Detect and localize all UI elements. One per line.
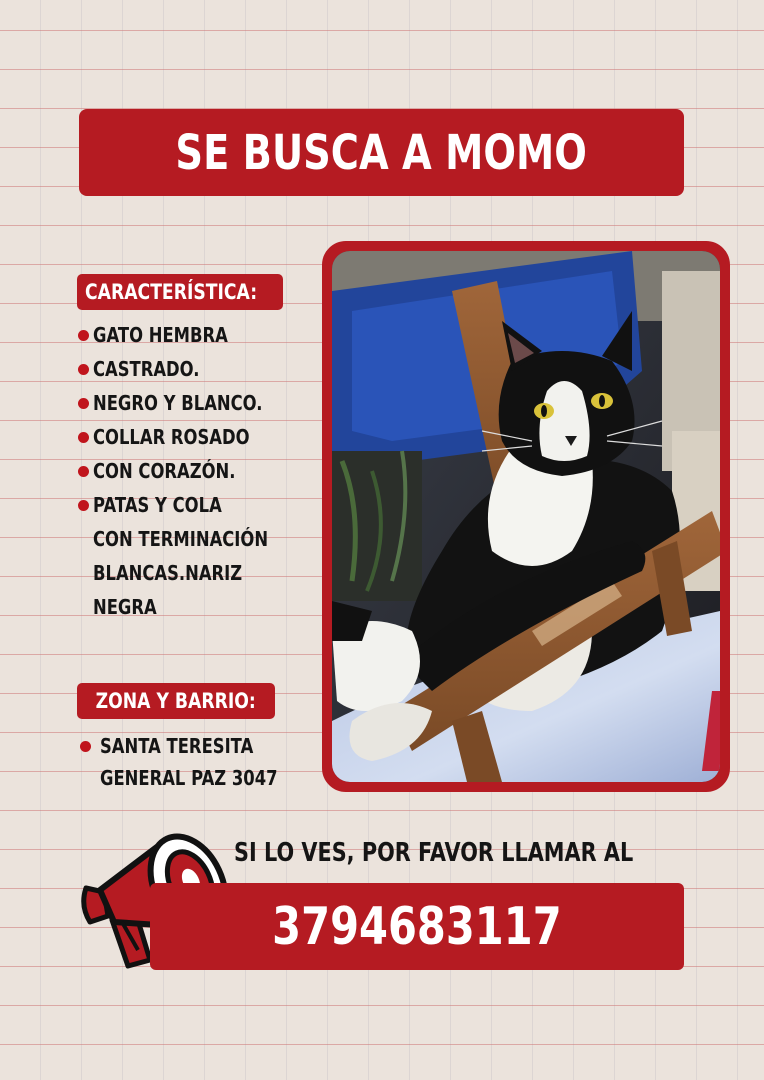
call-to-action-text: SI LO VES, POR FAVOR LLAMAR AL <box>234 838 634 868</box>
bullet-icon <box>78 330 89 341</box>
list-item-text: COLLAR ROSADO <box>93 425 250 449</box>
list-item-text: CON TERMINACIÓN <box>93 527 269 551</box>
list-item <box>78 420 307 454</box>
bullet-icon <box>78 466 89 477</box>
list-item <box>78 730 317 794</box>
zone-list <box>78 730 317 794</box>
list-item-text: BLANCAS.NARIZ <box>93 561 243 585</box>
characteristics-label <box>77 274 283 310</box>
bullet-icon <box>78 432 89 443</box>
phone-number: 3794683117 <box>272 896 562 957</box>
characteristics-label-text: CARACTERÍSTICA: <box>85 280 258 304</box>
page-title: SE BUSCA A MOMO <box>175 124 588 181</box>
bullet-icon <box>78 500 89 511</box>
list-item-text: PATAS Y COLA <box>93 493 222 517</box>
photo-frame <box>322 241 730 792</box>
list-item <box>78 488 307 624</box>
list-item-text: NEGRA <box>93 595 157 619</box>
zone-label-text: ZONA Y BARRIO: <box>95 689 257 713</box>
bullet-icon <box>78 364 89 375</box>
zone-label <box>77 683 275 719</box>
zone-line: GENERAL PAZ 3047 <box>100 766 278 790</box>
call-to-action <box>234 838 733 868</box>
list-item-text: NEGRO Y BLANCO. <box>93 391 263 415</box>
list-item-text: CON CORAZÓN. <box>93 459 236 483</box>
list-item <box>78 352 307 386</box>
list-item <box>78 454 307 488</box>
list-item-text: CASTRADO. <box>93 357 200 381</box>
zone-line: SANTA TERESITA <box>100 734 254 758</box>
bullet-icon <box>78 398 89 409</box>
cat-photo <box>332 251 720 782</box>
phone-banner <box>150 883 684 970</box>
bullet-icon <box>80 741 91 752</box>
title-banner <box>79 109 684 196</box>
list-item <box>78 386 307 420</box>
list-item-text: GATO HEMBRA <box>93 323 228 347</box>
characteristics-list <box>78 318 307 624</box>
list-item <box>78 318 307 352</box>
